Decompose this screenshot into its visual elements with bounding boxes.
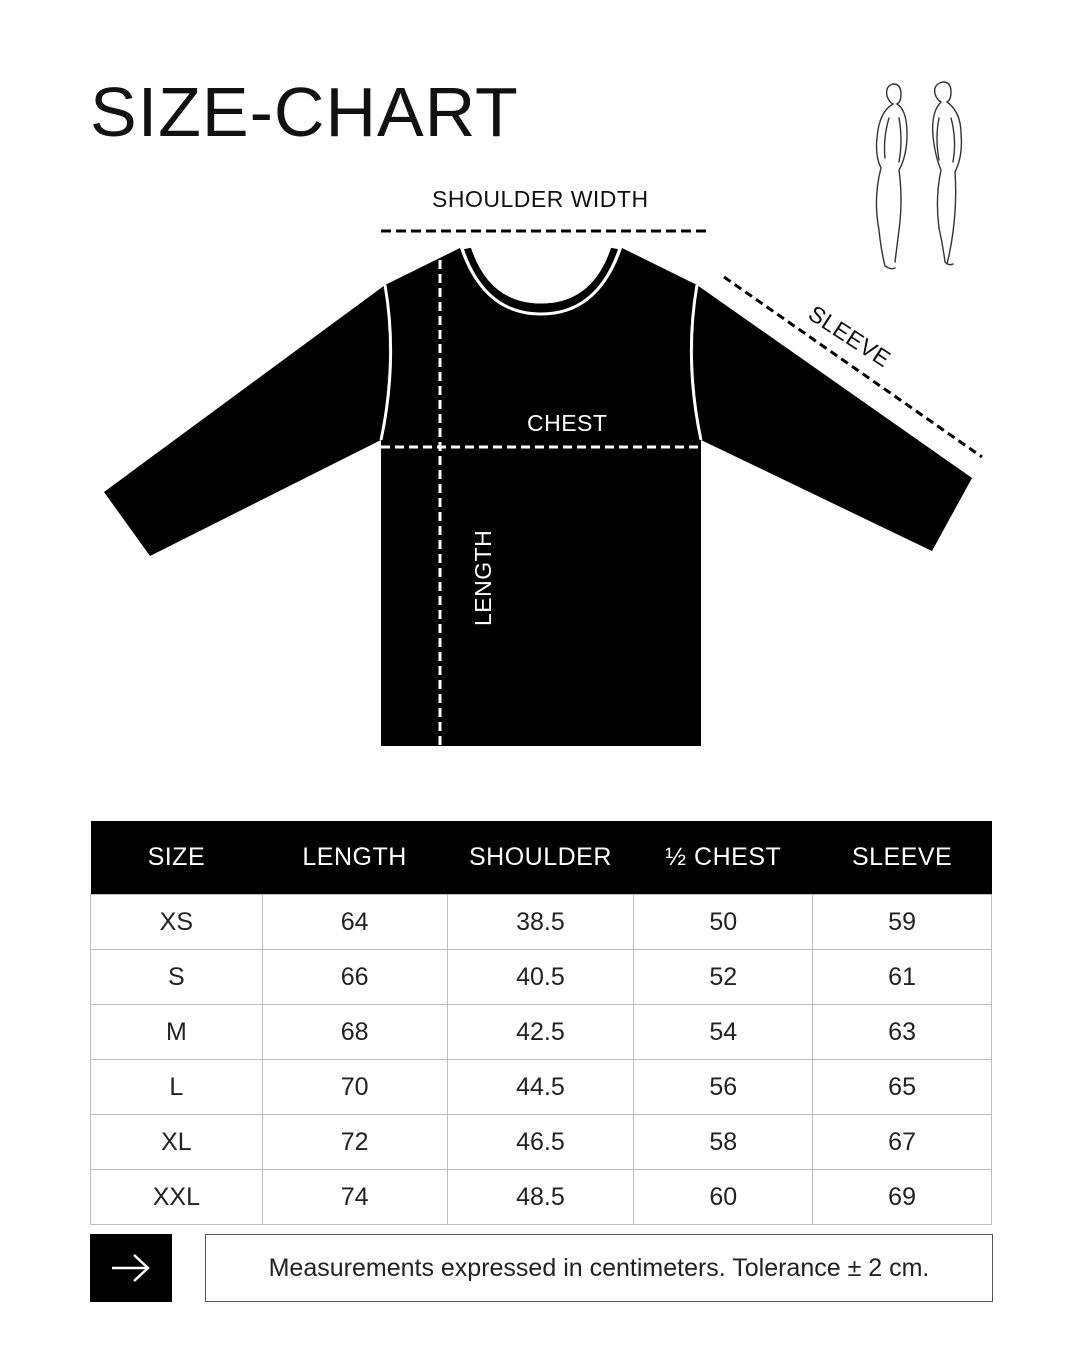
size-table [90, 821, 992, 1225]
page-title: SIZE-CHART [90, 73, 519, 151]
half-chest-cell: 58 [634, 1115, 813, 1170]
length-cell: 74 [262, 1170, 447, 1225]
left-sleeve [104, 285, 389, 556]
table-row [91, 1115, 992, 1170]
table-row [91, 1170, 992, 1225]
shoulder-cell: 42.5 [447, 1005, 634, 1060]
half-chest-cell: 56 [634, 1060, 813, 1115]
arrow-button[interactable] [90, 1234, 172, 1302]
chest-label: CHEST [527, 410, 608, 436]
size-cell: L [91, 1060, 263, 1115]
sleeve-cell: 67 [813, 1115, 992, 1170]
header-shoulder: SHOULDER [447, 821, 634, 895]
length-label: LENGTH [470, 529, 496, 626]
sleeve-cell: 59 [813, 895, 992, 950]
size-cell: XXL [91, 1170, 263, 1225]
table-row [91, 950, 992, 1005]
shoulder-cell: 44.5 [447, 1060, 634, 1115]
size-cell: XS [91, 895, 263, 950]
shoulder-cell: 40.5 [447, 950, 634, 1005]
sleeve-label: SLEEVE [803, 300, 896, 373]
sleeve-cell: 63 [813, 1005, 992, 1060]
sleeve-cell: 69 [813, 1170, 992, 1225]
header-length: LENGTH [262, 821, 447, 895]
arrow-right-icon [110, 1253, 152, 1283]
table-row [91, 895, 992, 950]
table-row [91, 1005, 992, 1060]
length-cell: 72 [262, 1115, 447, 1170]
half-chest-cell: 52 [634, 950, 813, 1005]
size-cell: M [91, 1005, 263, 1060]
length-cell: 68 [262, 1005, 447, 1060]
length-cell: 64 [262, 895, 447, 950]
half-chest-cell: 54 [634, 1005, 813, 1060]
sleeve-cell: 61 [813, 950, 992, 1005]
half-chest-cell: 60 [634, 1170, 813, 1225]
table-row [91, 1060, 992, 1115]
sweater-body [381, 248, 701, 746]
table-header-row [91, 821, 992, 895]
shoulder-cell: 48.5 [447, 1170, 634, 1225]
size-cell: S [91, 950, 263, 1005]
size-cell: XL [91, 1115, 263, 1170]
header-half-chest: ½ CHEST [634, 821, 813, 895]
shoulder-cell: 46.5 [447, 1115, 634, 1170]
length-cell: 66 [262, 950, 447, 1005]
sleeve-cell: 65 [813, 1060, 992, 1115]
shoulder-cell: 38.5 [447, 895, 634, 950]
header-sleeve: SLEEVE [813, 821, 992, 895]
half-chest-cell: 50 [634, 895, 813, 950]
shoulder-width-label: SHOULDER WIDTH [432, 186, 649, 212]
measurement-note: Measurements expressed in centimeters. Tolerance ± 2 cm. [205, 1234, 993, 1302]
header-size: SIZE [91, 821, 263, 895]
length-cell: 70 [262, 1060, 447, 1115]
